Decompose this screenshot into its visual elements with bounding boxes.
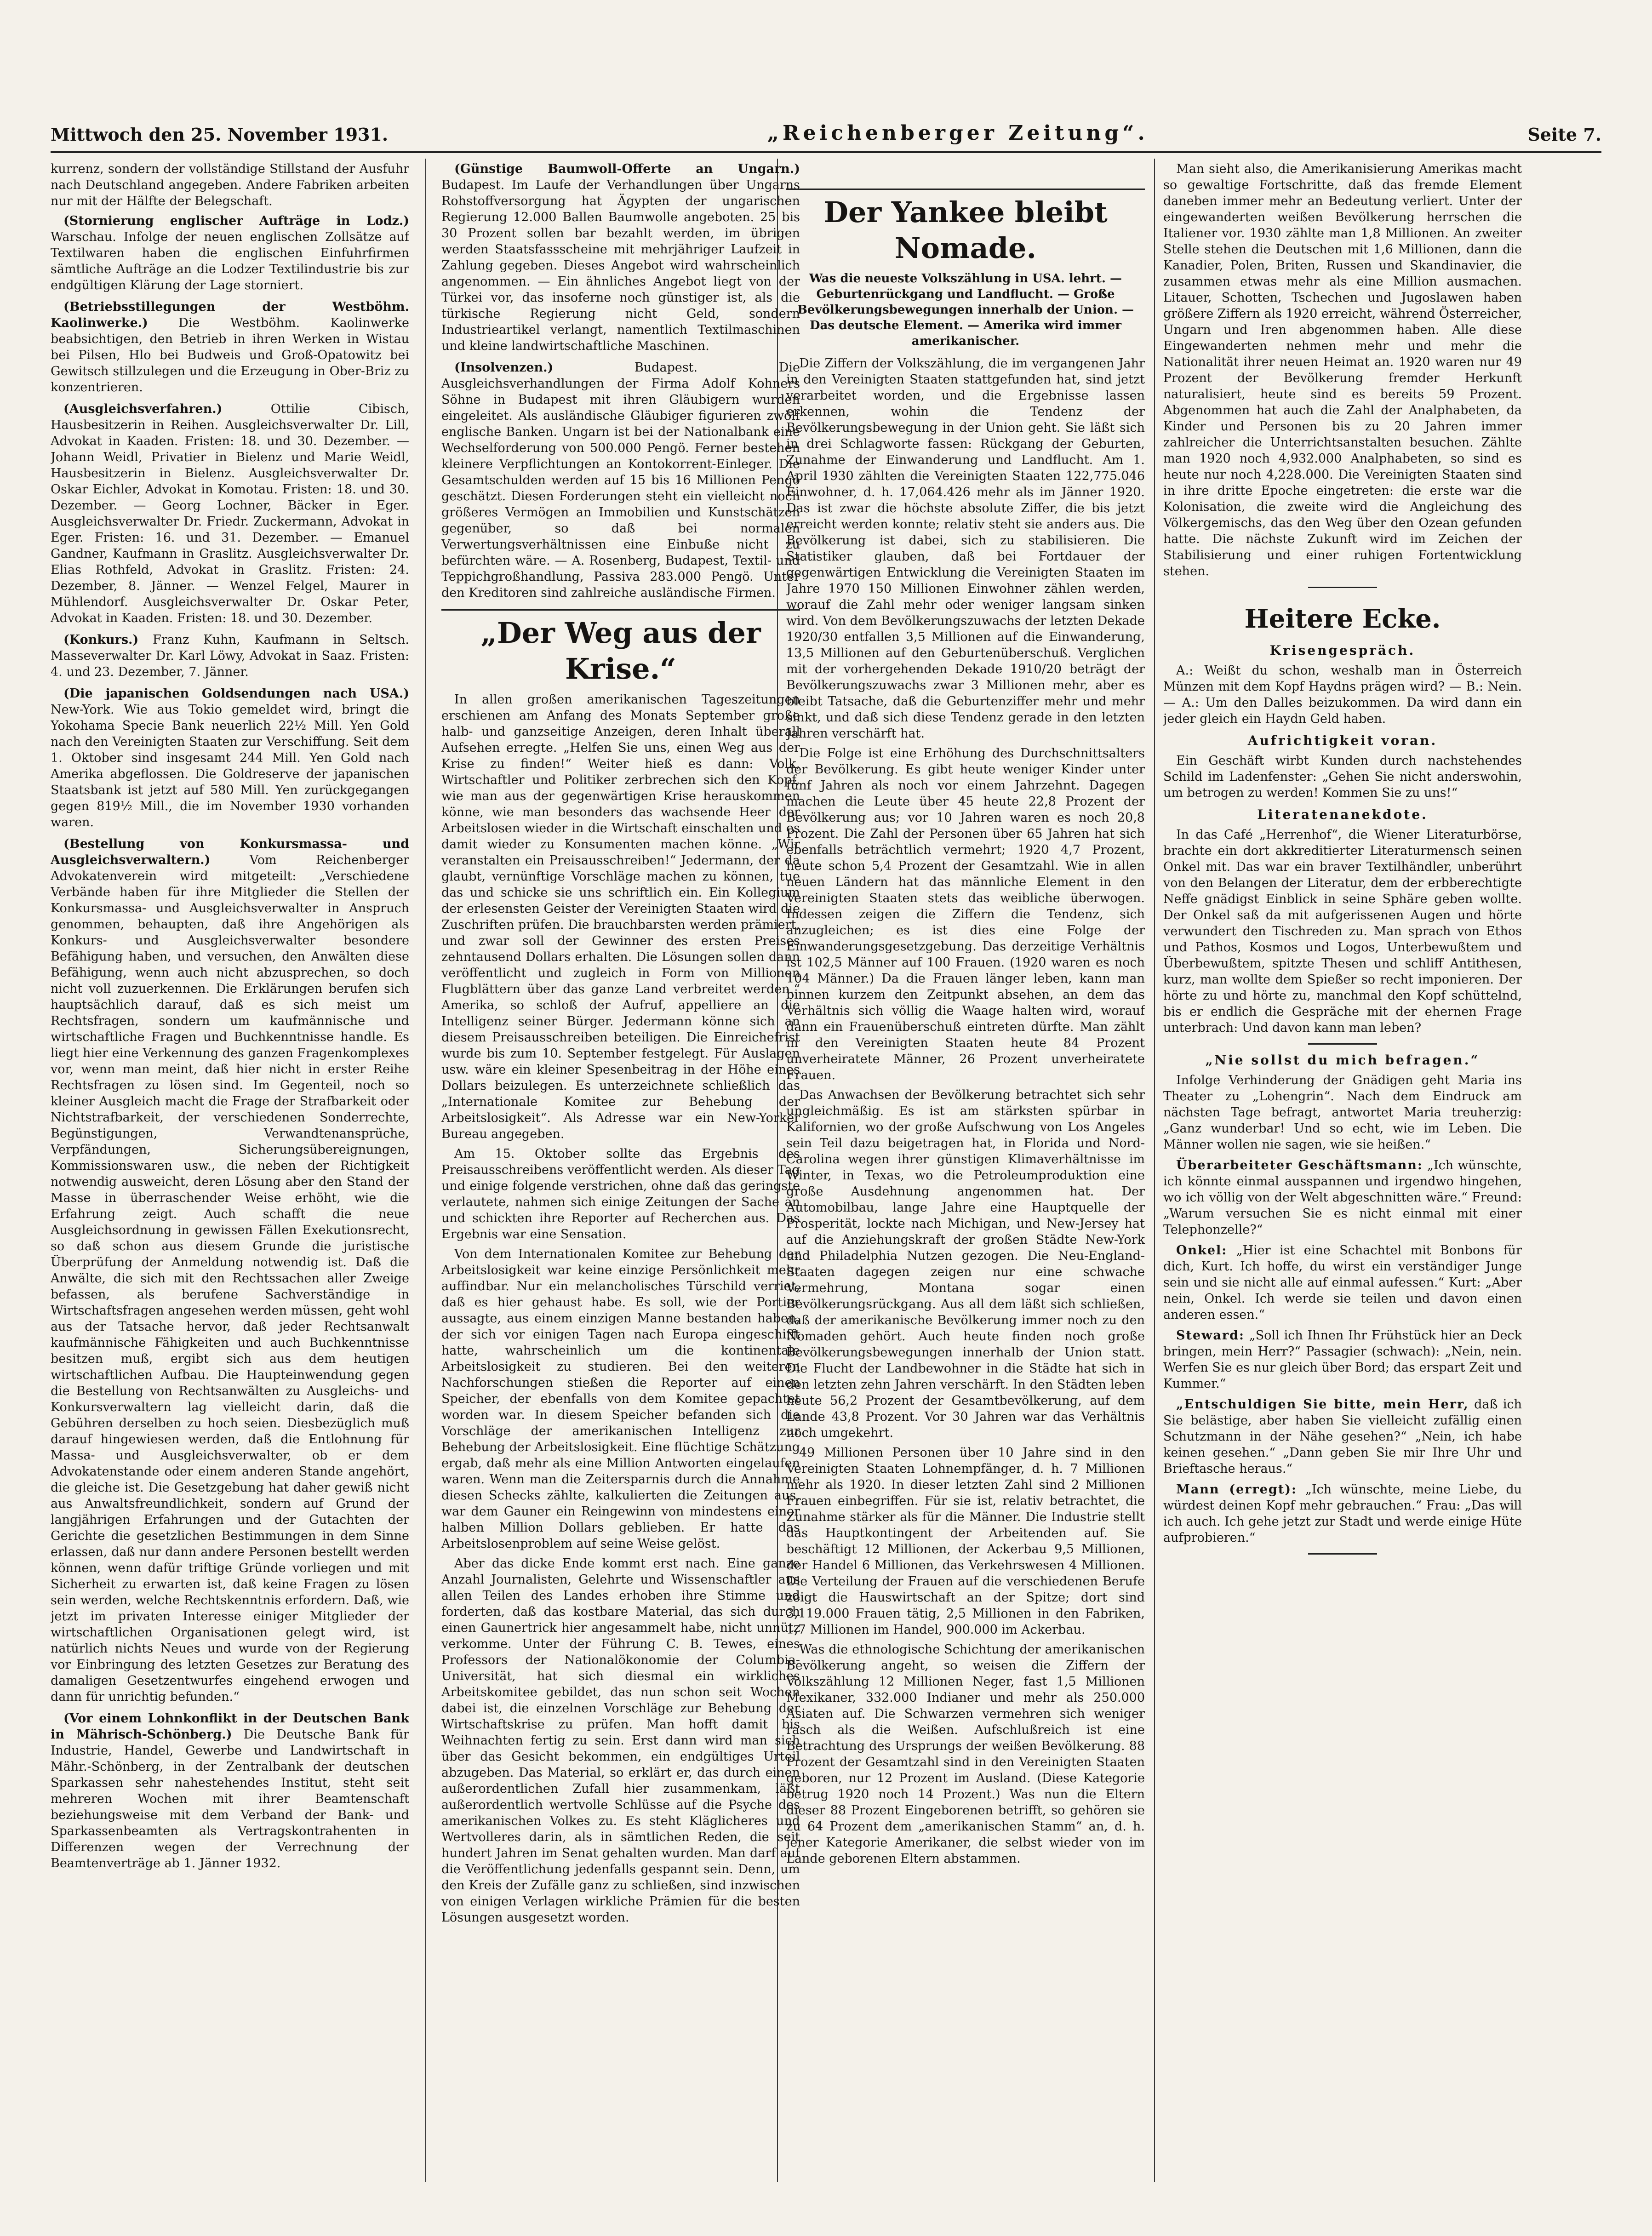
article-paragraph: Man sieht also, die Amerikanisierung Amerikas macht so gewaltige Fortschritte, daß das fremde Element daneben immer mehr an Bedeutung verliert. Unter der eingewanderten weißen Bevölkerung herrschen die Italiener vor. 1930 zählte man 1,8 Millionen. An zweiter Stelle stehen die Deutschen mit 1,6 Millionen, dann die Kanadier, Polen, Briten, Russen und Skandinavier, die zusammen etwas mehr als eine Million ausmachen. Litauer, Schotten, Tschechen und Jugoslawen haben größere Ziffern als 1920 erreicht, während Österreicher, Ungarn und Iren abgenommen haben. Alle diese Eingewanderten nehmen mehr und mehr die Nationalität ihrer neuen Heimat an. 1920 waren nur 49 Prozent der Bevölkerung fremder Herkunft naturalisiert, heute sind es bereits 59 Prozent. Abgenommen hat auch die Zahl der Analphabeten, da Kinder und Personen bis zu 20 Jahren immer zahlreicher die Unterrichtsanstalten besuchen. Zählte man 1920 noch 4,932.000 Analphabeten, so sind es heute nur noch 4,228.000. Die Vereinigten Staaten sind in ihre dritte Epoche eingetreten: die erste war die Kolonisation, die zweite wird die Angleichung des Völkergemischs, das den Weg über den Ozean gefunden hatte. Die nächste Zukunft wird im Zeichen der Stabilisierung und einer ruhigen Fortentwicklung stehen.: [1163, 162, 1522, 578]
news-text: New-York. Wie aus Tokio gemeldet wird, bringt die Yokohama Specie Bank neuerlich 22½ Mill. Yen Gold nach den Vereinigten Staaten zur Verschiffung. Seit dem 1. Oktober sind insgesamt 244 Mill. Yen Gold nach Amerika abgeflossen. Die Goldreserve der japanischen Staatsbank ist jetzt auf 580 Mill. Yen zurückgegangen gegen 819½ Mill., die im November 1930 vorhanden waren.: [51, 703, 409, 829]
section-title: Heitere Ecke.: [1244, 604, 1441, 634]
article-headline: „Der Weg aus der Krise.“: [441, 609, 800, 687]
anecdote-text: In das Café „Herrenhof“, die Wiener Literaturbörse, brachte ein dort akkreditierter Literaturmensch seinen Onkel mit. Das war ein braver Textilhändler, unberührt von den Belangen der Literatur, dem der erbberechtigte Neffe gnädigst Einblick in seine Sphäre geben wollte. Der Onkel saß da mit aufgerissenen Augen und hörte verwundert den Tischreden zu. Man sprach von Ethos und Pathos, Kosmos und Logos, Unterbewußtem und Überbewußtem, spitzte Thesen und schliff Antithesen, kurz, man wollte dem Spießer so recht imponieren. Der hörte zu und hörte zu, manchmal den Kopf schüttelnd, bis er endlich die Gespräche mit der ehernen Frage unterbrach: Und davon kann man leben?: [1163, 828, 1522, 1035]
anecdote-text: „Ich wünschte, ich könnte einmal ausspannen und irgendwo hingehen, wo ich völlig von der Welt abgeschnitten wäre.“ Freund: „Warum versuchen Sie es nicht einmal mit einer Telephonzelle?“: [1163, 1158, 1522, 1237]
anecdote-title: Mann (erregt):: [1176, 1482, 1298, 1497]
anecdote: [1163, 642, 1522, 727]
anecdote-text: „Soll ich Ihnen Ihr Frühstück hier an Deck bringen, mein Herr?“ Passagier (schwach): „Nein, nein. Werfen Sie es nur gleich über Bord; das erspart Zeit und Kummer.“: [1163, 1328, 1522, 1391]
issue-date: Mittwoch den 25. November 1931.: [51, 124, 389, 145]
news-kicker: (Bestellung von Konkursmassa- und Ausgleichsverwaltern.): [51, 837, 409, 867]
column-rule: [1154, 159, 1155, 2182]
news-kicker: (Günstige Baumwoll-Offerte an Ungarn.): [454, 162, 800, 176]
news-text: Die Westböhm. Kaolinwerke beabsichtigen, den Betrieb in ihren Werken in Wistau bei Pilsen, Hlo bei Budweis und Groß-Opatowitz bei Gewitsch stillzulegen und die Erzeugung in Ober-Briz zu konzentrieren.: [51, 316, 409, 395]
anecdote-title: Onkel:: [1176, 1243, 1228, 1258]
anecdote: [1163, 1242, 1522, 1323]
article-continuation: kurrenz, sondern der vollständige Stillstand der Ausfuhr nach Deutschland angegeben. Andere Fabriken arbeiten nur mit der Hälfte der Belegschaft.: [51, 162, 409, 208]
news-item: [51, 1710, 409, 1871]
anecdote-title: Literatenanekdote.: [1257, 807, 1428, 822]
column-2: [441, 161, 800, 2175]
newspaper-title: „Reichenberger Zeitung“.: [767, 121, 1149, 145]
news-item: [51, 686, 409, 830]
news-text: Vom Reichenberger Advokatenverein wird mitgeteilt: „Verschiedene Verbände haben für ihre Mitglieder die Stellen der Konkursmassa- und Ausgleichsverwalter in Anspruch genommen, behaupten, daß ihre Angehörigen als Konkurs- und Ausgleichsverwalter besondere Befähigung haben, und versuchen, den Anwälten diese Befähigung, wenn auch nicht abzusprechen, so doch nicht voll zuzuerkennen. Die Erklärungen berufen sich hauptsächlich darauf, daß es sich meist um Rechtsfragen, sondern um kaufmännische und wirtschaftliche Fragen und Buchkenntnisse handle. Es liegt hier eine Verkennung des ganzen Fragenkomplexes vor, wenn man meint, daß hier nicht in erster Reihe Rechtsfragen zu lösen sind. Im Gegenteil, noch so kleiner Ausgleich macht die Frage der Strafbarkeit oder Nichtstrafbarkeit, der verschiedenen Sonderrechte, Begünstigungen, Verwandtenansprüche, Verpfändungen, Sicherungsübereignungen, Kommissionswaren usw., die neben der Richtigkeit notwendig ausweicht, deren Lösung aber den Stand der Masse in überraschender Weise erhöht, wie die Erfahrung zeigt. Auch schafft die neue Ausgleichsordnung in gewissen Fällen Exekutionsrecht, so daß schon aus diesem Grunde die juristische Überprüfung der Anmeldung notwendig ist. Daß die Anwälte, die sich mit den Rechtssachen aller Zweige befassen, als berufene Sachverständige in Wirtschaftsfragen angesehen werden müssen, geht wohl aus der Tatsache hervor, daß jeder Rechtsanwalt kaufmännische Fähigkeiten und auch Buchkenntnisse besitzen muß, ergibt sich aus dem heutigen wirtschaftlichen Aufbau. Die Haupteinwendung gegen die Bestellung von Rechtsanwälten zu Ausgleichs- und Konkursverwaltern lag vielleicht darin, daß die Gebühren derselben zu hoch seien. Diesbezüglich muß darauf hingewiesen werden, daß die Entlohnung für Massa- und Ausgleichsverwalter, ob er dem Advokatenstande oder einem anderen Stande angehört, die gleiche ist. Die Gesetzgebung hat daher gewiß nicht aus Anwaltsfreundlichkeit, sondern auf Grund der langjährigen Erfahrungen und der Gutachten der Gerichte die gesetzlichen Bestimmungen in dem Sinne erlassen, daß nur dann andere Personen bestellt werden können, wenn dafür triftige Gründe vorliegen und mit Sicherheit zu erwarten ist, daß keine Fragen zu lösen sein werden, welche Rechtskenntnis erfordern. Daß, wie jetzt im privaten Interesse einiger Mitglieder der wirtschaftlichen Organisationen gelegt wird, ist natürlich nichts Neues und wurde von der Regierung vor Einbringung des letzten Gesetzes zur Beratung des damaligen Gesetzentwurfes eingehend erwogen und dann für unrichtig befunden.“: [51, 853, 409, 1704]
anecdote-title: Steward:: [1176, 1328, 1245, 1343]
column-3: [786, 161, 1145, 2175]
column-1: [51, 161, 409, 2175]
anecdote: [1163, 806, 1522, 1036]
news-kicker: (Ausgleichsverfahren.): [63, 402, 223, 416]
anecdote: [1163, 1481, 1522, 1546]
news-text: Budapest. Im Laufe der Verhandlungen über Ungarns Rohstoffversorgung hat Ägypten der ungarischen Regierung 12.000 Ballen Baumwolle angeboten. 25 bis 30 Prozent sollen bar bezahlt werden, im übrigen werden Staatsfassscheine mit mehrjähriger Laufzeit in Zahlung gegeben. Dieses Angebot wird wahrscheinlich angenommen. — Ein ähnliches Angebot liegt von der Türkei vor, das insoferne noch günstiger ist, als die türkische Regierung nicht Geld, sondern Industrieartikel verlangt, namentlich Textilmaschinen und kleine landwirtschaftliche Maschinen.: [441, 178, 800, 353]
section-divider: [1308, 1043, 1377, 1045]
anecdote-title: „Entschuldigen Sie bitte, mein Herr,: [1176, 1397, 1469, 1412]
article-paragraph: Von dem Internationalen Komitee zur Behebung der Arbeitslosigkeit war keine einzige Persönlichkeit mehr auffindbar. Nur ein melancholisches Türschild verriet, daß es hier gehaust habe. Es soll, wie der Portier aussagte, aus einem einzigen Manne bestanden haben, der sich vor einigen Tagen nach Europa eingeschifft hatte, wahrscheinlich um die kontinentale Arbeitslosigkeit zu studieren. Bei den weiteren Nachforschungen stießen die Reporter auf einen Speicher, der ebenfalls von dem Komitee gepachtet worden war. In diesem Speicher befanden sich die Vorschläge der amerikanischen Intelligenz zur Behebung der Arbeitslosigkeit. Eine flüchtige Schätzung ergab, daß mehr als eine Million Antworten eingelaufen waren. Wenn man die Zeitersparnis durch die Annahme diesen Schecks zählte, kalkulierten die Zeitungen aus, war dem Gauner ein Reingewinn von mindestens einer halben Million Dollars geblieben. Er hatte das Arbeitslosenproblem auf seine Weise gelöst.: [441, 1247, 800, 1551]
anecdote-text: Ein Geschäft wirbt Kunden durch nachstehendes Schild im Ladenfenster: „Gehen Sie nicht anderswohin, um betrogen zu werden! Kommen Sie zu uns!“: [1163, 754, 1522, 800]
page-number: Seite 7.: [1527, 124, 1601, 145]
news-item: [51, 836, 409, 1705]
news-text: Ottilie Cibisch, Hausbesitzerin in Reihen. Ausgleichsverwalter Dr. Lill, Advokat in Kaaden. Fristen: 18. und 30. Dezember. — Johann Weidl, Privatier in Bielenz und Marie Weidl, Hausbesitzerin in Bielenz. Ausgleichsverwalter Dr. Oskar Eichler, Advokat in Komotau. Fristen: 18. und 30. Dezember. — Georg Lochner, Bäcker in Eger. Ausgleichsverwalter Dr. Friedr. Zuckermann, Advokat in Eger. Fristen: 16. und 31. Dezember. — Emanuel Gandner, Kaufmann in Graslitz. Ausgleichsverwalter Dr. Elias Rothfeld, Advokat in Graslitz. Fristen: 24. Dezember, 8. Jänner. — Wenzel Felgel, Maurer in Mühlendorf. Ausgleichsverwalter Dr. Oskar Peter, Advokat in Kaaden. Fristen: 18. und 30. Dezember.: [51, 402, 409, 625]
anecdote-title: Krisengespräch.: [1269, 643, 1416, 658]
news-item: [51, 632, 409, 680]
anecdote-text: „Ich wünschte, meine Liebe, du würdest deinen Kopf mehr gebrauchen.“ Frau: „Das will ich auch. Ich gehe jetzt zur Stadt und werde einige Hüte aufprobieren.“: [1163, 1482, 1522, 1545]
anecdote: [1163, 1327, 1522, 1392]
news-kicker: (Betriebsstillegungen der Westböhm. Kaolinwerke.): [51, 300, 409, 330]
article-headline: Der Yankee bleibt Nomade.: [786, 189, 1145, 266]
news-text: Franz Kuhn, Kaufmann in Seltsch. Masseverwalter Dr. Karl Löwy, Advokat in Saaz. Fristen: 4. und 23. Dezember, 7. Jänner.: [51, 633, 409, 679]
page-header: [51, 110, 1601, 153]
anecdote-text: Infolge Verhinderung der Gnädigen geht Maria ins Theater zu „Lohengrin“. Nach dem Eindruck am nächsten Tage befragt, antwortet Maria treuherzig: „Ganz wunderbar! Und so echt, wie im Leben. Die Männer wollen nie sagen, wie sie heißen.“: [1163, 1073, 1522, 1152]
news-item: [51, 213, 409, 293]
news-item: [441, 161, 800, 354]
news-text: Die Deutsche Bank für Industrie, Handel, Gewerbe und Landwirtschaft in Mähr.-Schönberg, in der Zentralbank der deutschen Sparkassen sehr nahestehendes Institut, steht seit mehreren Wochen mit ihrer Beamtenschaft beziehungsweise mit dem Verband der Bank- und Sparkassenbeamten als Vertragskontrahenten in Differenzen wegen der Verrechnung der Beamtenverträge ab 1. Jänner 1932.: [51, 1727, 409, 1870]
article-paragraph: In allen großen amerikanischen Tageszeitungen erschienen am Anfang des Monats September große halb- und ganzseitige Anzeigen, deren Inhalt überall Aufsehen erregte. „Helfen Sie uns, einen Weg aus der Krise zu finden!“ Weiter hieß es dann: Volk, Wirtschaftler und Politiker zerbrechen sich den Kopf, wie man aus der gegenwärtigen Krise herauskommen könne, wie man besonders das wachsende Heer der Arbeitslosen wieder in die Wirtschaft einschalten und es damit wieder zu Konsumenten machen könne. „Wir veranstalten ein Preisausschreiben!“ Jedermann, der da glaubt, vernünftige Vorschläge machen zu können, tue das und schicke sie uns schriftlich ein. Ein Kollegium der erlesensten Geister der Vereinigten Staaten wird die Zuschriften prüfen. Die brauchbarsten werden prämiert, und zwar soll der Gewinner des ersten Preises zehntausend Dollars erhalten. Die Lösungen sollen dann veröffentlicht und zugleich in Form von Millionen Flugblättern über das ganze Land verbreitet werden.“ Amerika, so schloß der Aufruf, appelliere an die Intelligenz seiner Bürger. Jedermann könne sich an diesem Preisausschreiben beteiligen. Die Einreichefrist wurde bis zum 10. September festgelegt. Für Auslagen usw. wäre ein kleiner Spesenbeitrag in der Höhe eines Dollars beizulegen. Es unterzeichnete schließlich das „Internationale Komitee zur Behebung der Arbeitslosigkeit“. Als Adresse war ein New-Yorker Bureau angegeben.: [441, 692, 800, 1141]
anecdote-text: „Hier ist eine Schachtel mit Bonbons für dich, Kurt. Ich hoffe, du wirst ein verständiger Junge sein und sie nicht alle auf einmal aufessen.“ Kurt: „Aber nein, Onkel. Ich werde sie teilen und davon einen anderen essen.“: [1163, 1243, 1522, 1322]
column-rule: [425, 159, 426, 2182]
article-paragraph: Die Ziffern der Volkszählung, die im vergangenen Jahr in den Vereinigten Staaten stattgefunden hat, sind jetzt verarbeitet worden, und die Ergebnisse lassen erkennen, wohin die Tendenz der Bevölkerungsbewegung in der Union geht. Sie läßt sich in drei Schlagworte fassen: Rückgang der Geburten, Zunahme der Einwanderung und Landflucht. Am 1. April 1930 zählten die Vereinigten Staaten 122,775.046 Einwohner, d. h. 17,064.426 mehr als im Jänner 1920. Das ist zwar die höchste absolute Ziffer, die bis jetzt erreicht werden konnte; relativ steht sie anders aus. Die Bevölkerung ist dabei, sich zu stabilisieren. Die Statistiker glauben, daß bei Fortdauer der gegenwärtigen Entwicklung die Vereinigten Staaten im Jahre 1970 150 Millionen Einwohner zählen werden, worauf die Zahl mehr oder weniger langsam sinken wird. Von dem Bevölkerungszuwachs der letzten Dekade 1920/30 entfallen 3,5 Millionen auf die Einwanderung, 13,5 Millionen auf den Geburtenüberschuß. Verglichen mit der vorhergehenden Dekade 1910/20 beträgt der Bevölkerungszuwachs zwar 3 Millionen mehr, aber es bleibt Tatsache, daß die Geburtenziffer mehr und mehr sinkt, und daß sich diese Tendenz gerade in den letzten Jahren verschärft hat.: [786, 356, 1145, 741]
anecdote: [1163, 1396, 1522, 1477]
news-kicker: (Vor einem Lohnkonflikt in der Deutschen Bank in Mährisch-Schönberg.): [51, 1711, 409, 1742]
section-divider: [1308, 1553, 1377, 1555]
article-paragraph: Das Anwachsen der Bevölkerung betrachtet sich sehr ungleichmäßig. Es ist am stärksten spürbar in Kalifornien, wo der große Aufschwung von Los Angeles sein Teil dazu beigetragen hat, in Florida und Nord-Carolina wegen ihrer günstigen Klimaverhältnisse im Winter, in Texas, wo die Petroleumproduktion eine große Ausdehnung angenommen hat. Der Automobilbau, lange Jahre eine Hauptquelle der Prosperität, lockte nach Michigan, und New-Jersey hat auf die Anziehungskraft der großen Städte New-York und Philadelphia Nutzen gezogen. Die Neu-England-Staaten dagegen zeigen nur eine schwache Vermehrung, Montana sogar einen Bevölkerungsrückgang. Aus all dem läßt sich schließen, daß der amerikanische Bevölkerung immer noch zu den Nomaden gehört. Auch heute finden noch große Bevölkerungsbewegungen innerhalb der Union statt. Die Flucht der Landbewohner in die Städte hat sich in den letzten zehn Jahren verschärft. In den Städten leben heute 56,2 Prozent der Gesamtbevölkerung, auf dem Lande 43,8 Prozent. Vor 30 Jahren war das Verhältnis noch umgekehrt.: [786, 1088, 1145, 1440]
news-kicker: (Insolvenzen.): [454, 360, 554, 375]
news-item: [441, 360, 800, 601]
news-text: Warschau. Infolge der neuen englischen Zollsätze auf Textilwaren haben die englischen Einfuhrfirmen sämtliche Aufträge an die Lodzer Textilindustrie bis zur endgültigen Klärung der Lage storniert.: [51, 230, 409, 292]
anecdote-title: Aufrichtigkeit voran.: [1247, 733, 1438, 748]
article-subheadline: Was die neueste Volkszählung in USA. lehrt. — Geburtenrückgang und Landflucht. — Große Bevölkerungsbewegungen innerhalb der Union. — Das deutsche Element. — Amerika wird immer amerikanischer.: [797, 272, 1134, 348]
anecdote-title: „Nie sollst du mich befragen.“: [1205, 1052, 1480, 1068]
news-item: [51, 299, 409, 395]
article-paragraph: Die Folge ist eine Erhöhung des Durchschnittsalters der Bevölkerung. Es gibt heute weniger Kinder unter fünf Jahren als noch vor einem Jahrzehnt. Dagegen machen die Leute über 45 heute 22,8 Prozent der Bevölkerung aus; vor 10 Jahren waren es noch 20,8 Prozent. Die Zahl der Personen über 65 Jahren hat sich ebenfalls beträchtlich vermehrt; 1920 4,7 Prozent, heute schon 5,4 Prozent der Gesamtzahl. Wie in allen neuen Ländern hat das männliche Element in den Vereinigten Staaten stets das weibliche überwogen. Indessen zeigen die Ziffern die Tendenz, sich anzugleichen; es ist dies eine Folge der Einwanderungsgesetzgebung. Das derzeitige Verhältnis ist 102,5 Männer auf 100 Frauen. (1920 waren es noch 104 Männer.) Da die Frauen länger leben, kann man binnen kurzem den Zeitpunkt absehen, an dem das Verhältnis sich völlig die Waage halten wird, worauf dann ein Frauenüberschuß eintreten dürfte. Man zählt in den Vereinigten Staaten heute 84 Prozent unverheiratete Männer, 26 Prozent unverheiratete Frauen.: [786, 746, 1145, 1082]
news-kicker: (Konkurs.): [63, 633, 139, 647]
anecdote-title: Überarbeiteter Geschäftsmann:: [1176, 1158, 1423, 1172]
anecdote: [1163, 732, 1522, 801]
anecdote: [1163, 1157, 1522, 1238]
article-paragraph: 49 Millionen Personen über 10 Jahre sind in den Vereinigten Staaten Lohnempfänger, d. h. 7 Millionen mehr als 1920. In dieser letzten Zahl sind 2 Millionen Frauen einbegriffen. Für sie ist, relativ betrachtet, die Zunahme stärker als für die Männer. Die Industrie stellt das Hauptkontingent der Arbeitenden auf. Sie beschäftigt 12 Millionen, der Ackerbau 9,5 Millionen, der Handel 6 Millionen, das Verkehrswesen 4 Millionen. Die Verteilung der Frauen auf die verschiedenen Berufe zeigt die Hauswirtschaft an der Spitze; dort sind 3,119.000 Frauen tätig, 2,5 Millionen in den Fabriken, 1,7 Millionen im Handel, 900.000 im Ackerbau.: [786, 1446, 1145, 1637]
anecdote-text: daß ich Sie belästige, aber haben Sie vielleicht zufällig einen Schutzmann in der Nähe gesehen?“ „Nein, ich habe keinen gesehen.“ „Dann geben Sie mir Ihre Uhr und Brieftasche heraus.“: [1163, 1397, 1522, 1476]
article-paragraph: Was die ethnologische Schichtung der amerikanischen Bevölkerung angeht, so weisen die Ziffern der Volkszählung 12 Millionen Neger, fast 1,5 Millionen Mexikaner, 332.000 Indianer und mehr als 250.000 Asiaten auf. Die Schwarzen vermehren sich weniger rasch als die Weißen. Aufschlußreich ist eine Betrachtung des Ursprungs der weißen Bevölkerung. 88 Prozent der Gesamtzahl sind in den Vereinigten Staaten geboren, nur 12 Prozent im Ausland. (Diese Kategorie betrug 1920 noch 14 Prozent.) Was nun die Eltern dieser 88 Prozent Eingeborenen betrifft, so gehören sie zu 64 Prozent dem „amerikanischen Stamm“ an, d. h. jener Kategorie Amerikaner, die selbst wieder von im Lande geborenen Eltern abstammen.: [786, 1642, 1145, 1866]
news-kicker: (Die japanischen Goldsendungen nach USA.): [63, 686, 409, 701]
anecdote-text: A.: Weißt du schon, weshalb man in Österreich Münzen mit dem Kopf Haydns prägen wird? — B.: Nein. — A.: Um den Dalles beizukommen. Da wird dann ein jeder gleich ein Haydn Geld haben.: [1163, 663, 1522, 726]
article-paragraph: Aber das dicke Ende kommt erst nach. Eine ganze Anzahl Journalisten, Gelehrte und Wissenschaftler aus allen Teilen des Landes erhoben ihre Stimme und forderten, daß das kostbare Material, das sich durch einen Gaunertrick hier angesammelt habe, nicht unnütz verkomme. Unter der Führung C. B. Tewes, eines Professors der Nationalökonomie der Columbia-Universität, hat sich diesmal ein wirkliches Arbeitskomitee gebildet, das nun schon seit Wochen dabei ist, die einzelnen Vorschläge zur Behebung der Wirtschaftskrise zu prüfen. Man hofft damit bis Weihnachten fertig zu sein. Erst dann wird man sich über das Gesicht bekommen, ein endgültiges Urteil abzugeben. Das Material, so erklärt er, das durch einen außerordentlichen Zufall hier zusammenkam, läßt außerordentlich wertvolle Schlüsse auf die Psyche des amerikanischen Volkes zu. Es steht Kläglicheres und Wertvolleres darin, als in sämtlichen Reden, die seit hundert Jahren im Senat gehalten wurden. Man darf auf die Veröffentlichung jedenfalls gespannt sein. Denn, um den Kreis der Zufälle ganz zu schließen, sind inzwischen von einigen Verlagen wirkliche Prämien für die besten Lösungen ausgesetzt worden.: [441, 1556, 800, 1925]
news-kicker: (Stornierung englischer Aufträge in Lodz.): [63, 214, 409, 228]
article-paragraph: Am 15. Oktober sollte das Ergebnis des Preisausschreibens veröffentlicht werden. Als dieser Tag und einige folgende verstrichen, ohne daß das geringste verlautete, nahmen sich einige Zeitungen der Sache an und schickten ihre Reporter auf Recherchen aus. Das Ergebnis war eine Sensation.: [441, 1147, 800, 1241]
column-4: [1163, 161, 1522, 2175]
anecdote: [1163, 1052, 1522, 1153]
news-text: Budapest. Die Ausgleichsverhandlungen der Firma Adolf Kohners Söhne in Budapest mit ihren Gläubigern wurden eingeleitet. Als ausländische Gläubiger figurieren zwölf englische Banken. Ungarn ist bei der Nationalbank eine Wechselforderung von 500.000 Pengö. Ferner bestehen kleinere Verpflichtungen an Kontokorrent-Einleger. Die Gesamtschulden werden auf 15 bis 16 Millionen Pengö geschätzt. Diesen Forderungen steht ein vielleicht noch größeres Vermögen an Immobilien und Kunstschätzen gegenüber, so daß bei normalen Verwertungsverhältnissen eine Einbuße nicht zu befürchten wäre. — A. Rosenberg, Budapest, Textil- und Teppichgroßhandlung, Passiva 283.000 Pengö. Unter den Kreditoren sind zahlreiche ausländische Firmen.: [441, 360, 800, 600]
section-divider: [1308, 587, 1377, 588]
news-item: [51, 401, 409, 626]
